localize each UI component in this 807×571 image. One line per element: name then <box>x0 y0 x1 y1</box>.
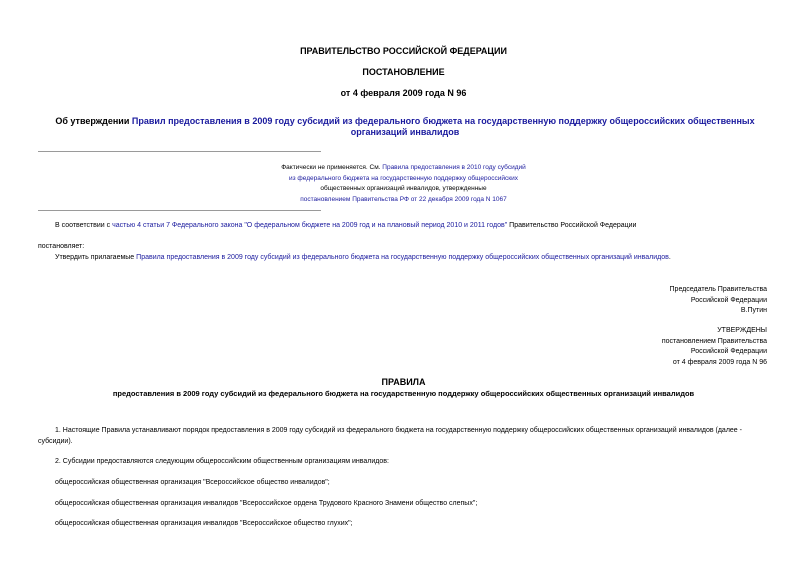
approved-block <box>662 326 767 368</box>
signature-country: Российской Федерации <box>690 296 767 304</box>
note-line3: общественных организаций инвалидов, утвержденные <box>320 185 487 192</box>
organization-item: общероссийская общественная организация "Всероссийское общество инвалидов"; <box>55 479 330 486</box>
government-name: ПРАВИТЕЛЬСТВО РОССИЙСКОЙ ФЕДЕРАЦИИ <box>300 46 507 56</box>
rules-subheading: предоставления в 2009 году субсидий из федерального бюджета на государственную поддержку общероссийских общественных организаций инвалидов <box>112 389 695 398</box>
document-type: ПОСТАНОВЛЕНИЕ <box>362 67 445 77</box>
approved-title: УТВЕРЖДЕНЫ <box>717 327 767 334</box>
approve-line <box>55 254 671 261</box>
document-title-prefix: Об утверждении <box>55 116 132 126</box>
organization-item: общероссийская общественная организация инвалидов "Всероссийское ордена Трудового Красного Знамени общество слепых"; <box>55 500 478 507</box>
document-title-link-line2[interactable]: организаций инвалидов <box>350 127 460 137</box>
rules-heading: ПРАВИЛА <box>381 377 426 387</box>
applicability-note <box>0 163 807 205</box>
preamble-prefix: В соответствии с <box>55 222 113 229</box>
document-title <box>55 116 755 138</box>
document-date-number: от 4 февраля 2009 года N 96 <box>340 88 467 98</box>
note-link-line4[interactable]: постановлением Правительства РФ от 22 декабря 2009 года N 1067 <box>300 195 507 203</box>
preamble-law-link[interactable]: частью 4 статьи 7 Федерального закона "О федеральном бюджете на 2009 год и на плановый период 2010 и 2011 годов" <box>112 222 508 229</box>
signature-name: В.Путин <box>740 307 767 314</box>
rules-paragraph-2: 2. Субсидии предоставляются следующим общероссийским общественным организациям инвалидов: <box>55 458 389 465</box>
decides-text: постановляет: <box>38 243 85 250</box>
rules-paragraph-1: 1. Настоящие Правила устанавливают порядок предоставления в 2009 году субсидий из федерального бюджета на государственную поддержку общероссийских общественных организаций инвалидов (далее - субсидии). <box>38 427 742 445</box>
note-prefix: Фактически не применяется. См. <box>281 164 383 171</box>
approve-rules-link[interactable]: Правила предоставления в 2009 году субсидий из федерального бюджета на государственную поддержку общероссийских общественных организаций инвалидов <box>136 254 669 261</box>
signature-position: Председатель Правительства <box>669 286 767 293</box>
approved-by: постановлением Правительства <box>661 337 767 345</box>
divider-bottom <box>38 210 321 211</box>
approved-country: Российской Федерации <box>690 348 767 355</box>
preamble-line <box>55 222 636 229</box>
note-link-line1[interactable]: Правила предоставления в 2010 году субсидий <box>382 164 526 171</box>
divider-top <box>38 151 321 152</box>
preamble-suffix: Правительство Российской Федерации <box>507 222 637 229</box>
approve-suffix: . <box>668 254 671 261</box>
approved-date: от 4 февраля 2009 года N 96 <box>672 358 767 366</box>
document-title-link[interactable]: Правил предоставления в 2009 году субсидий из федерального бюджета на государственную поддержку общероссийских общественных <box>131 116 755 126</box>
organization-item: общероссийская общественная организация инвалидов "Всероссийское общество глухих"; <box>55 520 353 527</box>
approve-prefix: Утвердить прилагаемые <box>55 254 137 261</box>
signature-block <box>670 285 767 317</box>
note-link-line2[interactable]: из федерального бюджета на государственную поддержку общероссийских <box>288 174 519 182</box>
